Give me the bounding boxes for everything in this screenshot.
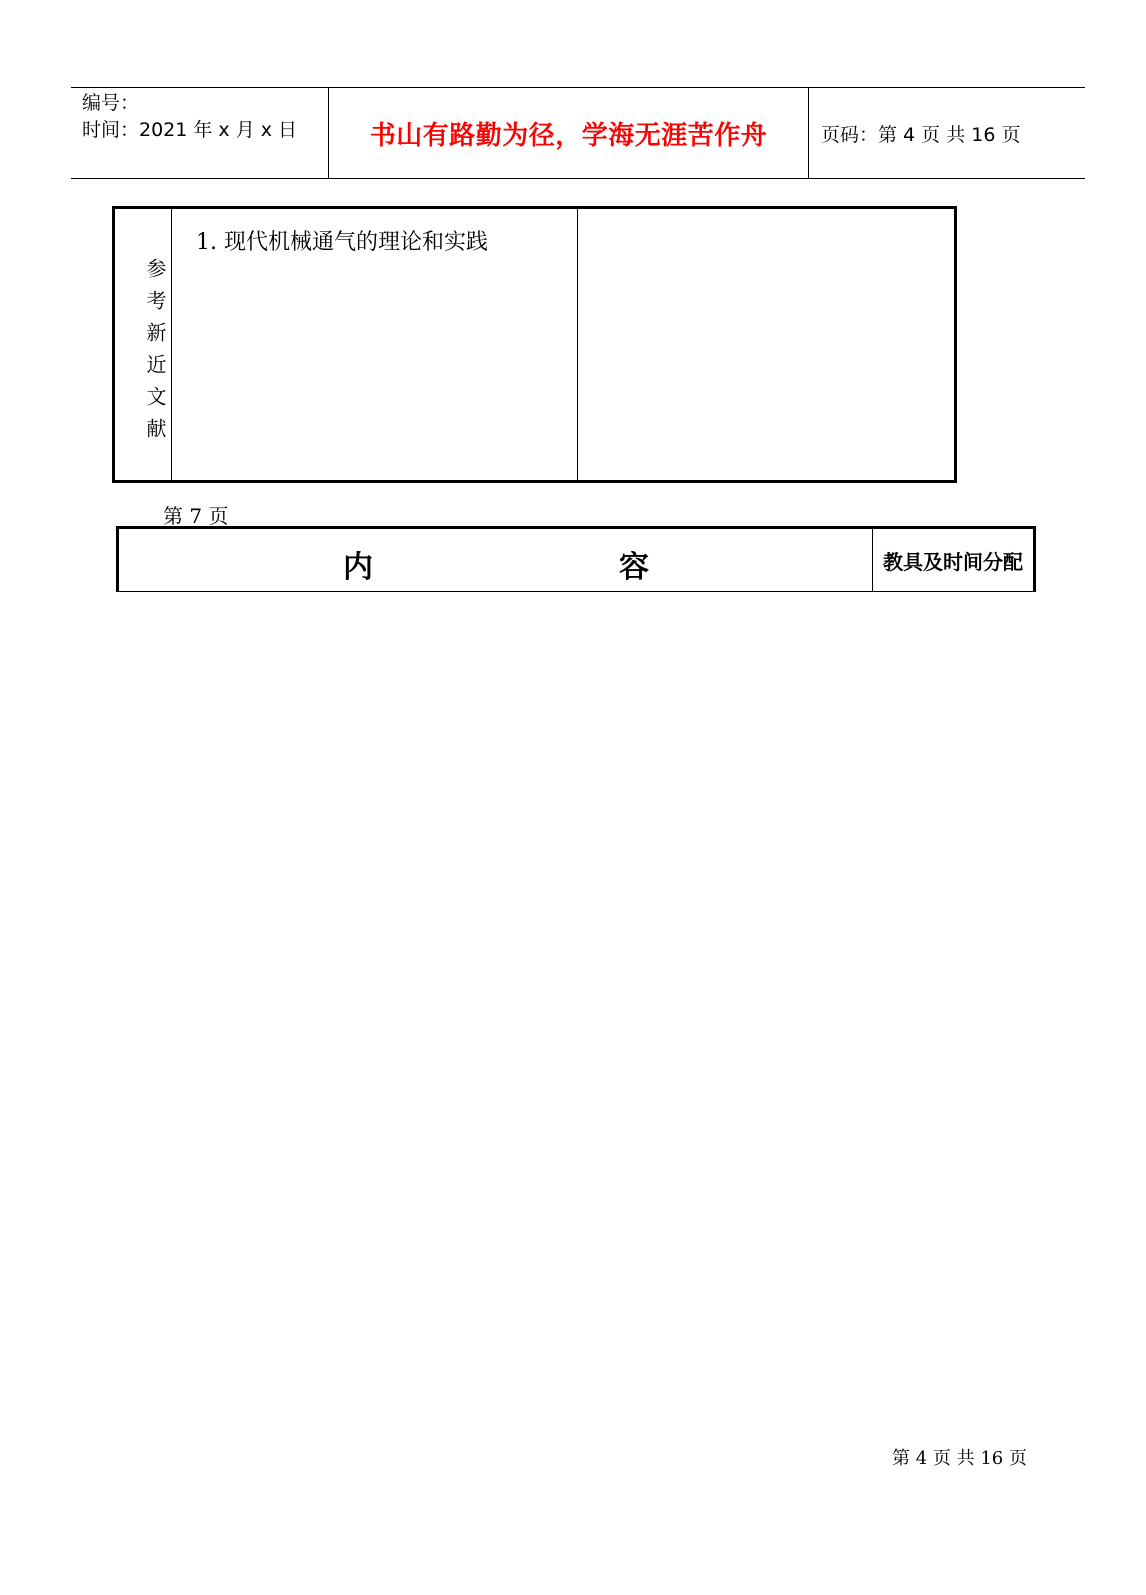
reference-item: 1. 现代机械通气的理论和实践	[196, 230, 488, 255]
reference-table	[112, 206, 957, 483]
content-table	[116, 526, 1036, 592]
reference-label: 参考新近文献	[143, 258, 167, 450]
page-footer: 第 4 页 共 16 页	[892, 1448, 1027, 1469]
page-header	[71, 87, 1085, 179]
page-marker: 第 7 页	[163, 504, 229, 528]
header-page-info: 页码：第 4 页 共 16 页	[821, 123, 1021, 146]
header-motto: 书山有路勤为径，学海无涯苦作舟	[369, 120, 768, 151]
header-middle-cell	[329, 88, 809, 178]
reference-label-cell	[115, 209, 172, 480]
content-header-cell	[119, 529, 873, 591]
content-header-char-2: 容	[619, 550, 649, 585]
teaching-aids-header-cell	[873, 529, 1033, 591]
reference-notes-cell	[578, 209, 954, 480]
document-number-label: 编号：	[82, 92, 140, 114]
document-date-label: 时间：2021 年 x 月 x 日	[82, 119, 298, 141]
content-header-char-1: 内	[343, 550, 373, 585]
teaching-aids-header: 教具及时间分配	[883, 549, 1023, 574]
header-right-cell	[809, 88, 1085, 178]
reference-content-cell	[172, 209, 578, 480]
header-left-cell	[71, 88, 329, 178]
